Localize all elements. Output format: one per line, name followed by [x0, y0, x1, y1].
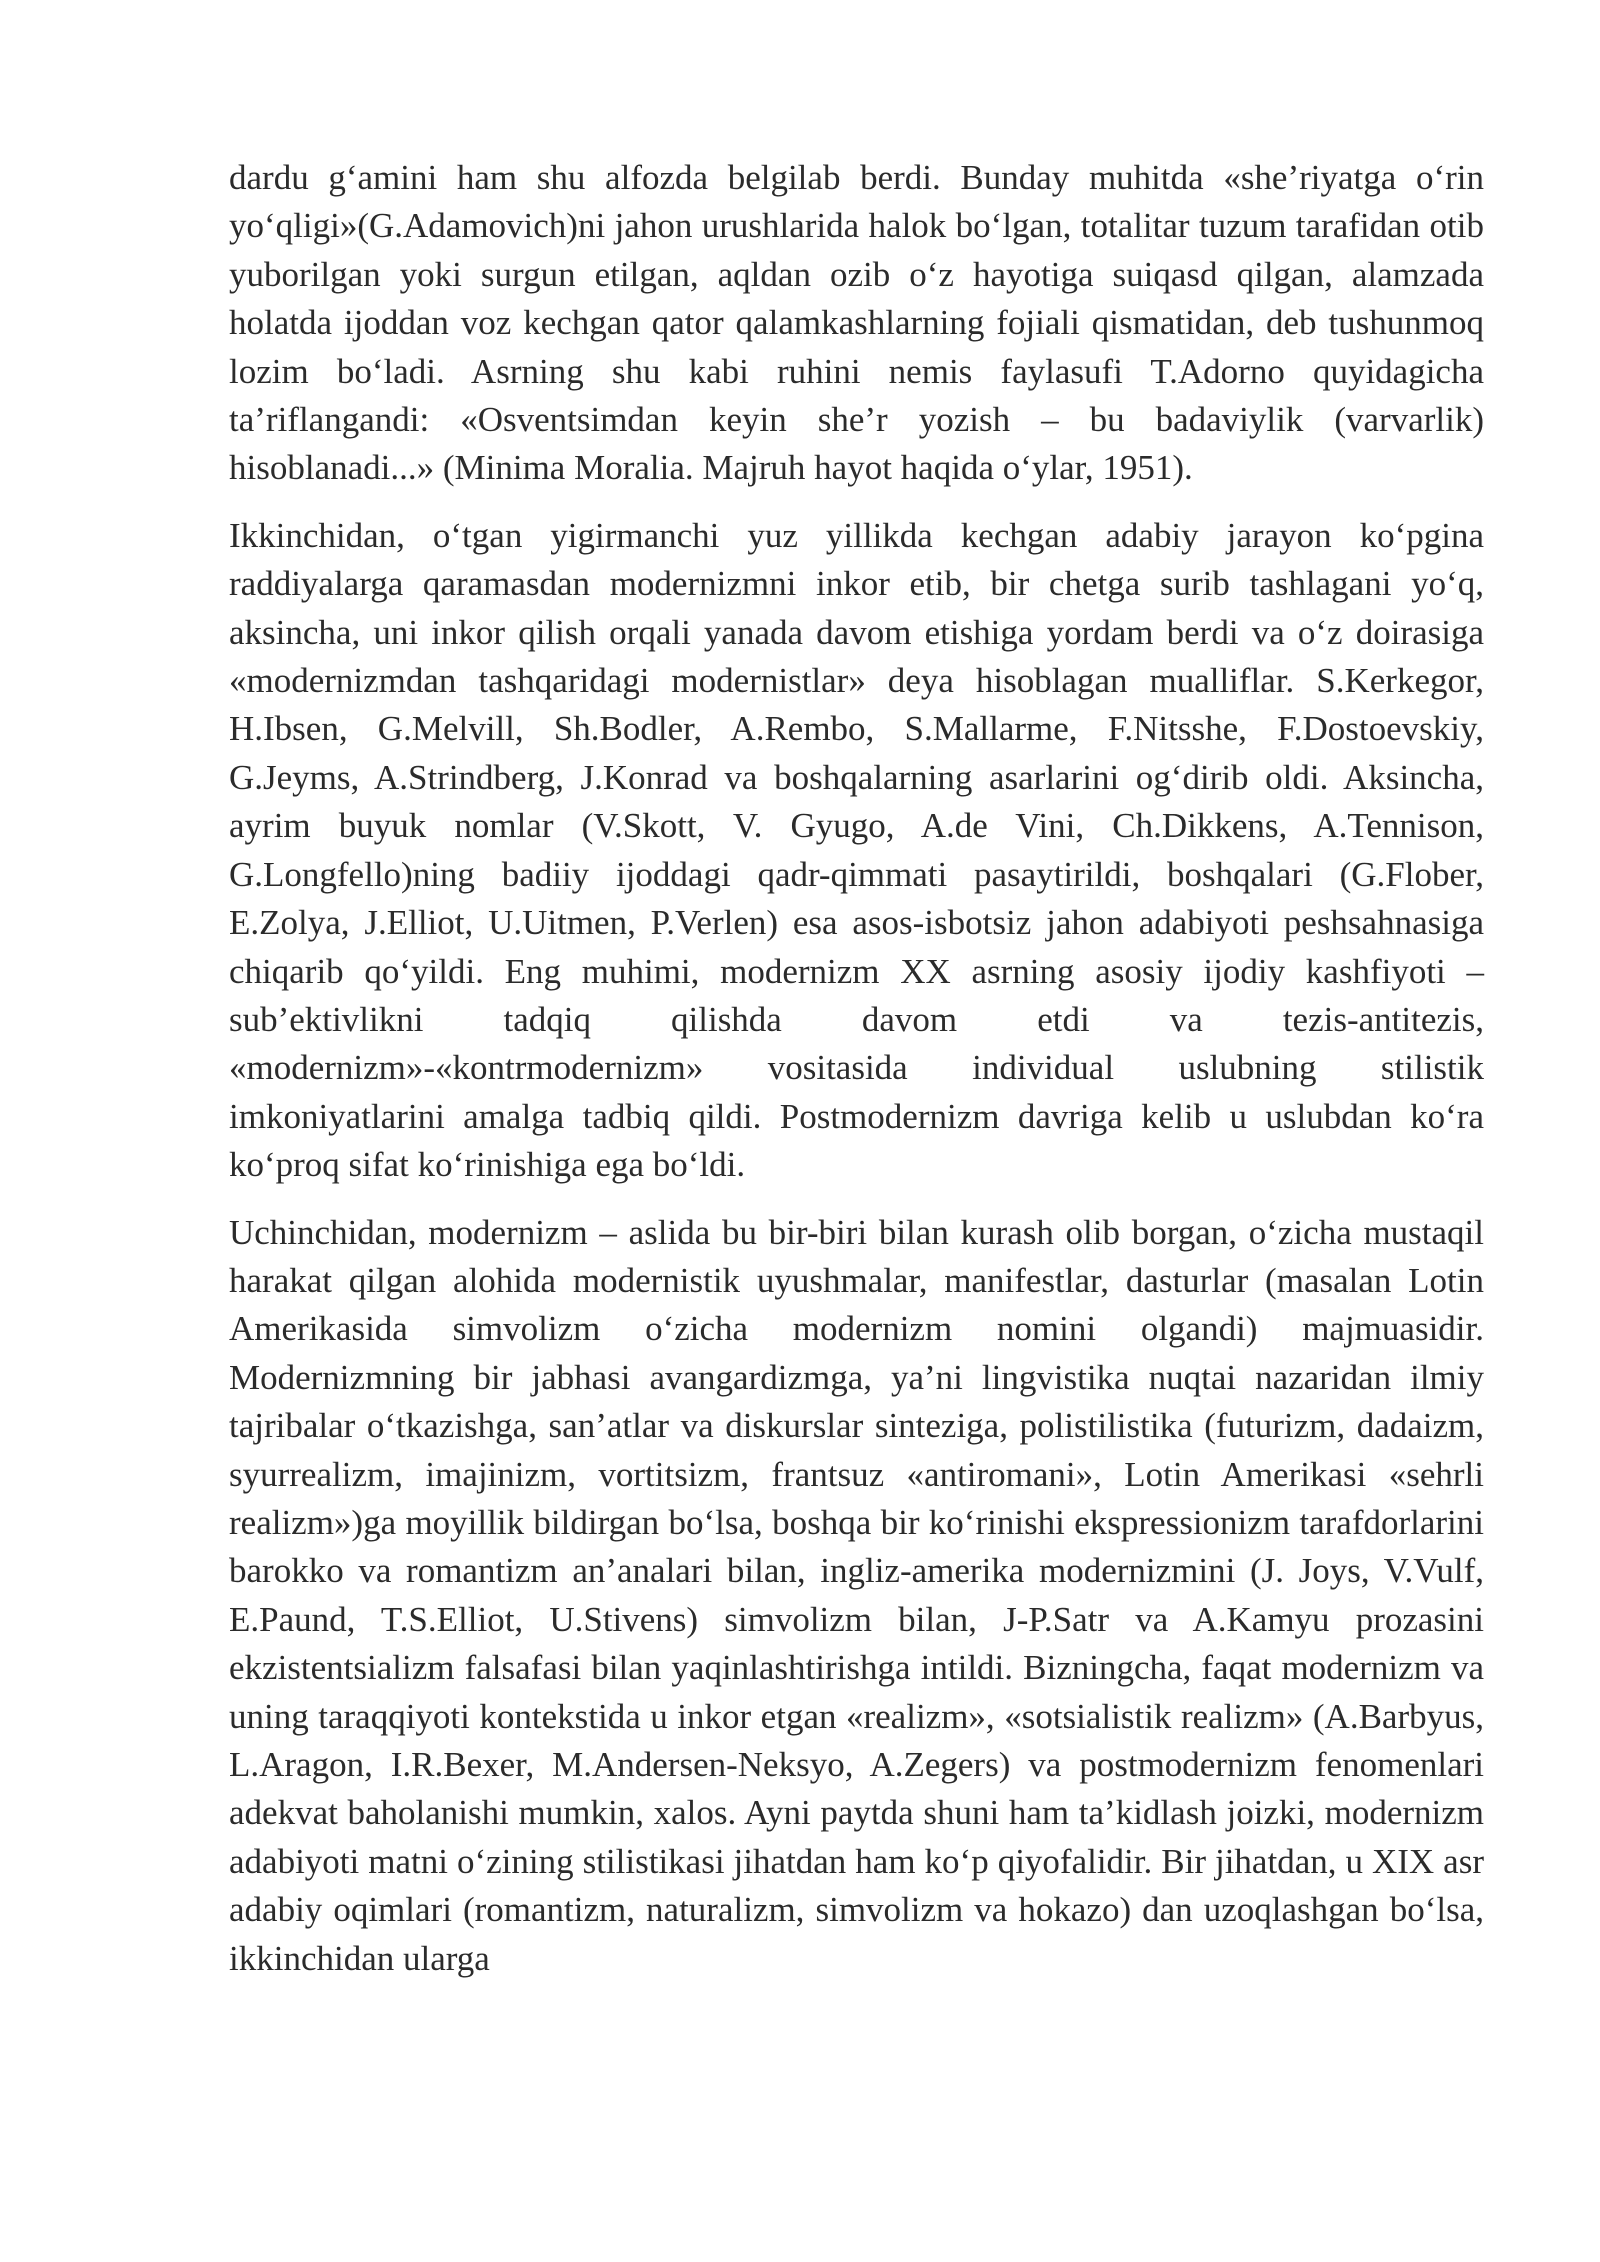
body-text	[229, 154, 1484, 2002]
paragraph-3: Uchinchidan, modernizm – aslida bu bir-biri bilan kurash olib borgan, o‘zicha mustaqil harakat qilgan alohida modernistik uyushmalar, manifestlar, dasturlar (masalan Lotin Amerikasida simvolizm o‘zicha modernizm nomini olgandi) majmuasidir. Modernizmning bir jabhasi avangardizmga, ya’ni lingvistika nuqtai nazaridan ilmiy tajribalar o‘tkazishga, san’atlar va diskurslar sinteziga, polistilistika (futurizm, dadaizm, syurrealizm, imajinizm, vortitsizm, frantsuz «antiromani», Lotin Amerikasi «sehrli realizm»)ga moyillik bildirgan bo‘lsa, boshqa bir ko‘rinishi ekspressionizm tarafdorlarini barokko va romantizm an’analari bilan, ingliz-amerika modernizmini (J. Joys, V.Vulf, E.Paund, T.S.Elliot, U.Stivens) simvolizm bilan, J-P.Satr va A.Kamyu prozasini ekzistentsializm falsafasi bilan yaqinlashtirishga intildi. Bizningcha, faqat modernizm va uning taraqqiyoti kontekstida u inkor etgan «realizm», «sotsialistik realizm» (A.Barbyus, L.Aragon, I.R.Bexer, M.Andersen-Neksyo, A.Zegers) va postmodernizm fenomenlari adekvat baholanishi mumkin, xalos. Ayni paytda shuni ham ta’kidlash joizki, modernizm adabiyoti matni o‘zining stilistikasi jihatdan ham ko‘p qiyofalidir. Bir jihatdan, u XIX asr adabiy oqimlari (romantizm, naturalizm, simvolizm va hokazo) dan uzoqlashgan bo‘lsa, ikkinchidan ularga	[229, 1212, 1484, 1978]
paragraph-1: dardu g‘amini ham shu alfozda belgilab berdi. Bunday muhitda «she’riyatga o‘rin yo‘qligi»(G.Adamovich)ni jahon urushlarida halok bo‘lgan, totalitar tuzum tarafidan otib yuborilgan yoki surgun etilgan, aqldan ozib o‘z hayotiga suiqasd qilgan, alamzada holatda ijoddan voz kechgan qator qalamkashlarning fojiali qismatidan, deb tushunmoq lozim bo‘ladi. Asrning shu kabi ruhini nemis faylasufi T.Adorno quyidagicha ta’riflangandi: «Osventsimdan keyin she’r yozish – bu badaviylik (varvarlik) hisoblanadi...» (Minima Moralia. Majruh hayot haqida o‘ylar, 1951).	[229, 158, 1484, 488]
paragraph-2: Ikkinchidan, o‘tgan yigirmanchi yuz yillikda kechgan adabiy jarayon ko‘pgina raddiyalarga qaramasdan modernizmni inkor etib, bir chetga surib tashlagani yo‘q, aksincha, uni inkor qilish orqali yanada davom etishiga yordam berdi va o‘z doirasiga «modernizmdan tashqaridagi modernistlar» deya hisoblagan mualliflar. S.Kerkegor, H.Ibsen, G.Melvill, Sh.Bodler, A.Rembo, S.Mallarme, F.Nitsshe, F.Dostoevskiy, G.Jeyms, A.Strindberg, J.Konrad va boshqalarning asarlarini og‘dirib oldi. Aksincha, ayrim buyuk nomlar (V.Skott, V. Gyugo, A.de Vini, Ch.Dikkens, A.Tennison, G.Longfello)ning badiiy ijoddagi qadr-qimmati pasaytirildi, boshqalari (G.Flober, E.Zolya, J.Elliot, U.Uitmen, P.Verlen) esa asos-isbotsiz jahon adabiyoti peshsahnasiga chiqarib qo‘yildi. Eng muhimi, modernizm XX asrning asosiy ijodiy kashfiyoti – sub’ektivlikni tadqiq qilishda davom etdi va tezis-antitezis, «modernizm»-«kontrmodernizm» vositasida individual uslubning stilistik imkoniyatlarini amalga tadbiq qildi. Postmodernizm davriga kelib u uslubdan ko‘ra ko‘proq sifat ko‘rinishiga ega bo‘ldi.	[229, 515, 1484, 1185]
